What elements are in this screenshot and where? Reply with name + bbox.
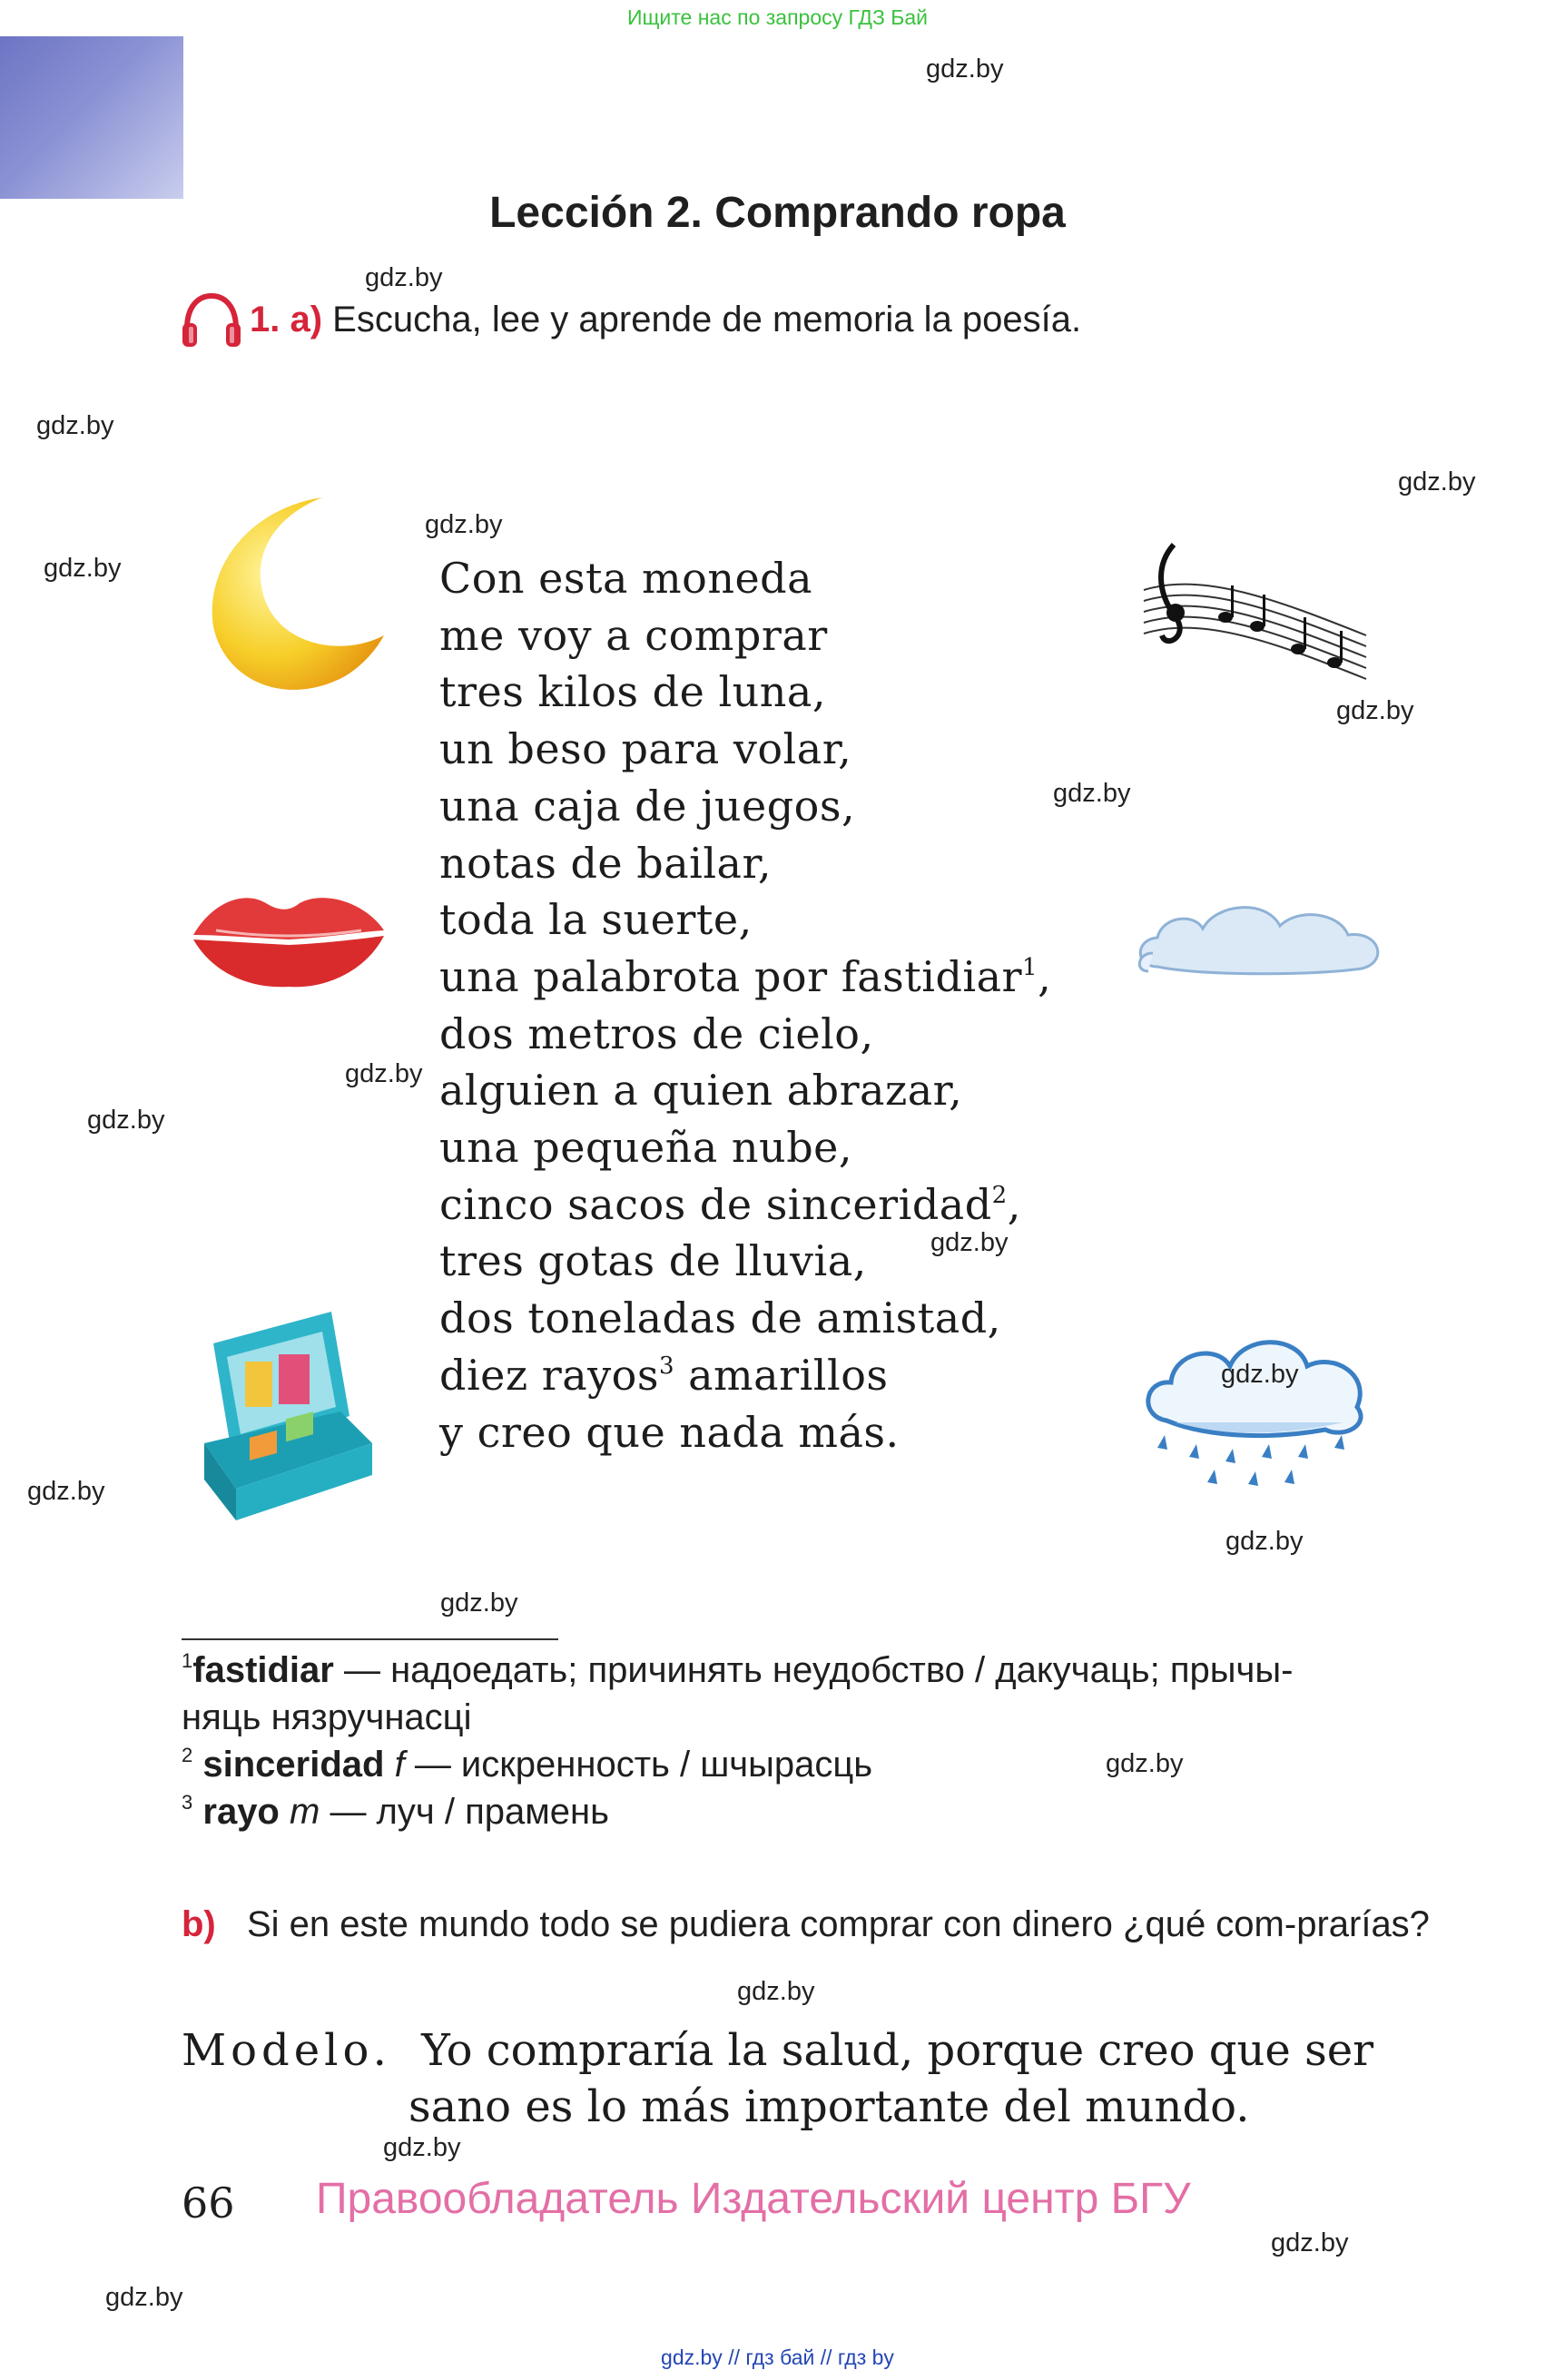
watermark: gdz.by: [737, 1977, 815, 2006]
watermark: gdz.by: [345, 1059, 423, 1088]
task-b-label: b): [182, 1904, 216, 1944]
watermark: gdz.by: [1106, 1749, 1184, 1778]
poem-line: [439, 607, 1051, 664]
page-number: 66: [182, 2178, 235, 2228]
footnote-word: sinceridad: [202, 1745, 385, 1785]
top-banner: Ищите нас по запросу ГДЗ Бай: [626, 5, 929, 29]
poem-line-tail: ,: [1007, 1179, 1021, 1229]
poem-line: [439, 550, 1051, 607]
model-line-2: sano es lo más importante del mundo.: [408, 2081, 1250, 2132]
footnote-gender: m: [290, 1792, 320, 1832]
cloud-icon: [1130, 885, 1389, 998]
poem-line: [439, 1119, 1051, 1176]
poem-line-text: y creo que nada más.: [439, 1407, 900, 1457]
lips-icon: [189, 885, 389, 994]
watermark: gdz.by: [383, 2133, 461, 2162]
poem-line-text: dos toneladas de amistad,: [439, 1293, 1001, 1343]
poem-line: [439, 949, 1051, 1006]
poem-line-tail: amarillos: [674, 1350, 889, 1400]
poem-line: [439, 778, 1051, 835]
poem-line: [439, 664, 1051, 721]
moon-icon: [186, 490, 395, 703]
footnote-1-continuation: няць нязручнасці: [182, 1697, 472, 1737]
watermark: gdz.by: [87, 1106, 165, 1135]
watermark: gdz.by: [1336, 696, 1414, 725]
poem-line: [439, 1290, 1051, 1347]
poem-line-text: alguien a quien abrazar,: [439, 1066, 963, 1116]
poem-line: [439, 1062, 1051, 1119]
footnote-number: 1: [182, 1649, 193, 1672]
watermark: gdz.by: [27, 1477, 105, 1506]
watermark: gdz.by: [105, 2283, 183, 2312]
footnote-marker: 3: [658, 1352, 674, 1380]
poem-line: [439, 835, 1051, 892]
footnote-3: [182, 1792, 609, 1833]
headphones-icon: [180, 290, 243, 350]
watermark: gdz.by: [425, 510, 503, 539]
corner-decoration: [0, 36, 183, 199]
footnote-definition: — надоедать; причинять неудобство / дакучаць; прычы-: [333, 1650, 1294, 1690]
footnote-word: fastidiar: [192, 1650, 334, 1690]
watermark: gdz.by: [1053, 779, 1131, 808]
lesson-title: Lección 2. Comprando ropa: [489, 189, 1066, 237]
watermark: gdz.by: [44, 554, 122, 583]
watermark: gdz.by: [926, 54, 1004, 84]
poem-line-text: una caja de juegos,: [439, 781, 856, 831]
poem: [439, 550, 1051, 1460]
footnote-marker: 1: [1022, 953, 1038, 981]
poem-line-text: toda la suerte,: [439, 895, 753, 945]
model-label: Modelo.: [182, 2025, 391, 2076]
footnote-gender: f: [394, 1745, 405, 1785]
poem-line-text: diez rayos: [439, 1350, 659, 1400]
poem-line-text: cinco sacos de sinceridad: [439, 1179, 992, 1229]
watermark: gdz.by: [1271, 2228, 1349, 2257]
task-a-number: 1. a): [250, 300, 323, 339]
model-answer: [182, 2022, 1373, 2135]
bottom-links: gdz.by // гдз бай // гдз by: [661, 2346, 894, 2369]
poem-line-text: notas de bailar,: [439, 838, 773, 888]
poem-line-text: tres gotas de lluvia,: [439, 1236, 867, 1286]
copyright-notice: Правообладатель Издательский центр БГУ: [316, 2175, 1191, 2223]
watermark: gdz.by: [1225, 1527, 1304, 1556]
watermark: gdz.by: [440, 1588, 518, 1618]
footnote-marker: 2: [991, 1181, 1008, 1209]
poem-line: [439, 891, 1051, 949]
rain-cloud-icon: [1139, 1321, 1375, 1493]
poem-line-text: un beso para volar,: [439, 724, 852, 774]
task-b-text: Si en este mundo todo se pudiera comprar con dinero ¿qué com-prarías?: [247, 1904, 1430, 1944]
watermark: gdz.by: [1221, 1360, 1299, 1389]
poem-line-tail: ,: [1038, 951, 1052, 1001]
footnote-2: [182, 1745, 872, 1785]
task-a-instruction: Escucha, lee y aprende de memoria la poesía.: [332, 300, 1082, 339]
poem-line: [439, 721, 1051, 778]
footnote-definition: — искренность / шчырасць: [404, 1745, 873, 1785]
watermark: gdz.by: [1398, 467, 1476, 497]
poem-line-text: tres kilos de luna,: [439, 667, 826, 717]
watermark: gdz.by: [36, 411, 114, 440]
footnote-1: [182, 1650, 1293, 1691]
poem-line: [439, 1006, 1051, 1063]
task-a: [250, 300, 1081, 340]
game-box-icon: [195, 1307, 377, 1525]
model-line-1: Yo compraría la salud, porque creo que ser: [421, 2025, 1374, 2076]
footnote-divider: [182, 1638, 558, 1640]
poem-line: [439, 1347, 1051, 1404]
poem-line-text: una pequeña nube,: [439, 1123, 852, 1173]
footnote-definition: — луч / прамень: [320, 1792, 609, 1832]
watermark: gdz.by: [365, 263, 443, 292]
footnote-number: 2: [182, 1744, 193, 1766]
poem-line-text: Con esta moneda: [439, 554, 813, 603]
poem-line-text: me voy a comprar: [439, 610, 828, 660]
footnote-word: rayo: [202, 1792, 280, 1832]
poem-line: [439, 1404, 1051, 1461]
watermark: gdz.by: [930, 1228, 1009, 1257]
poem-line-text: dos metros de cielo,: [439, 1008, 874, 1058]
poem-line: [439, 1176, 1051, 1234]
footnote-number: 3: [182, 1791, 193, 1814]
music-notes-icon: [1139, 526, 1375, 690]
poem-line-text: una palabrota por fastidiar: [439, 951, 1023, 1001]
